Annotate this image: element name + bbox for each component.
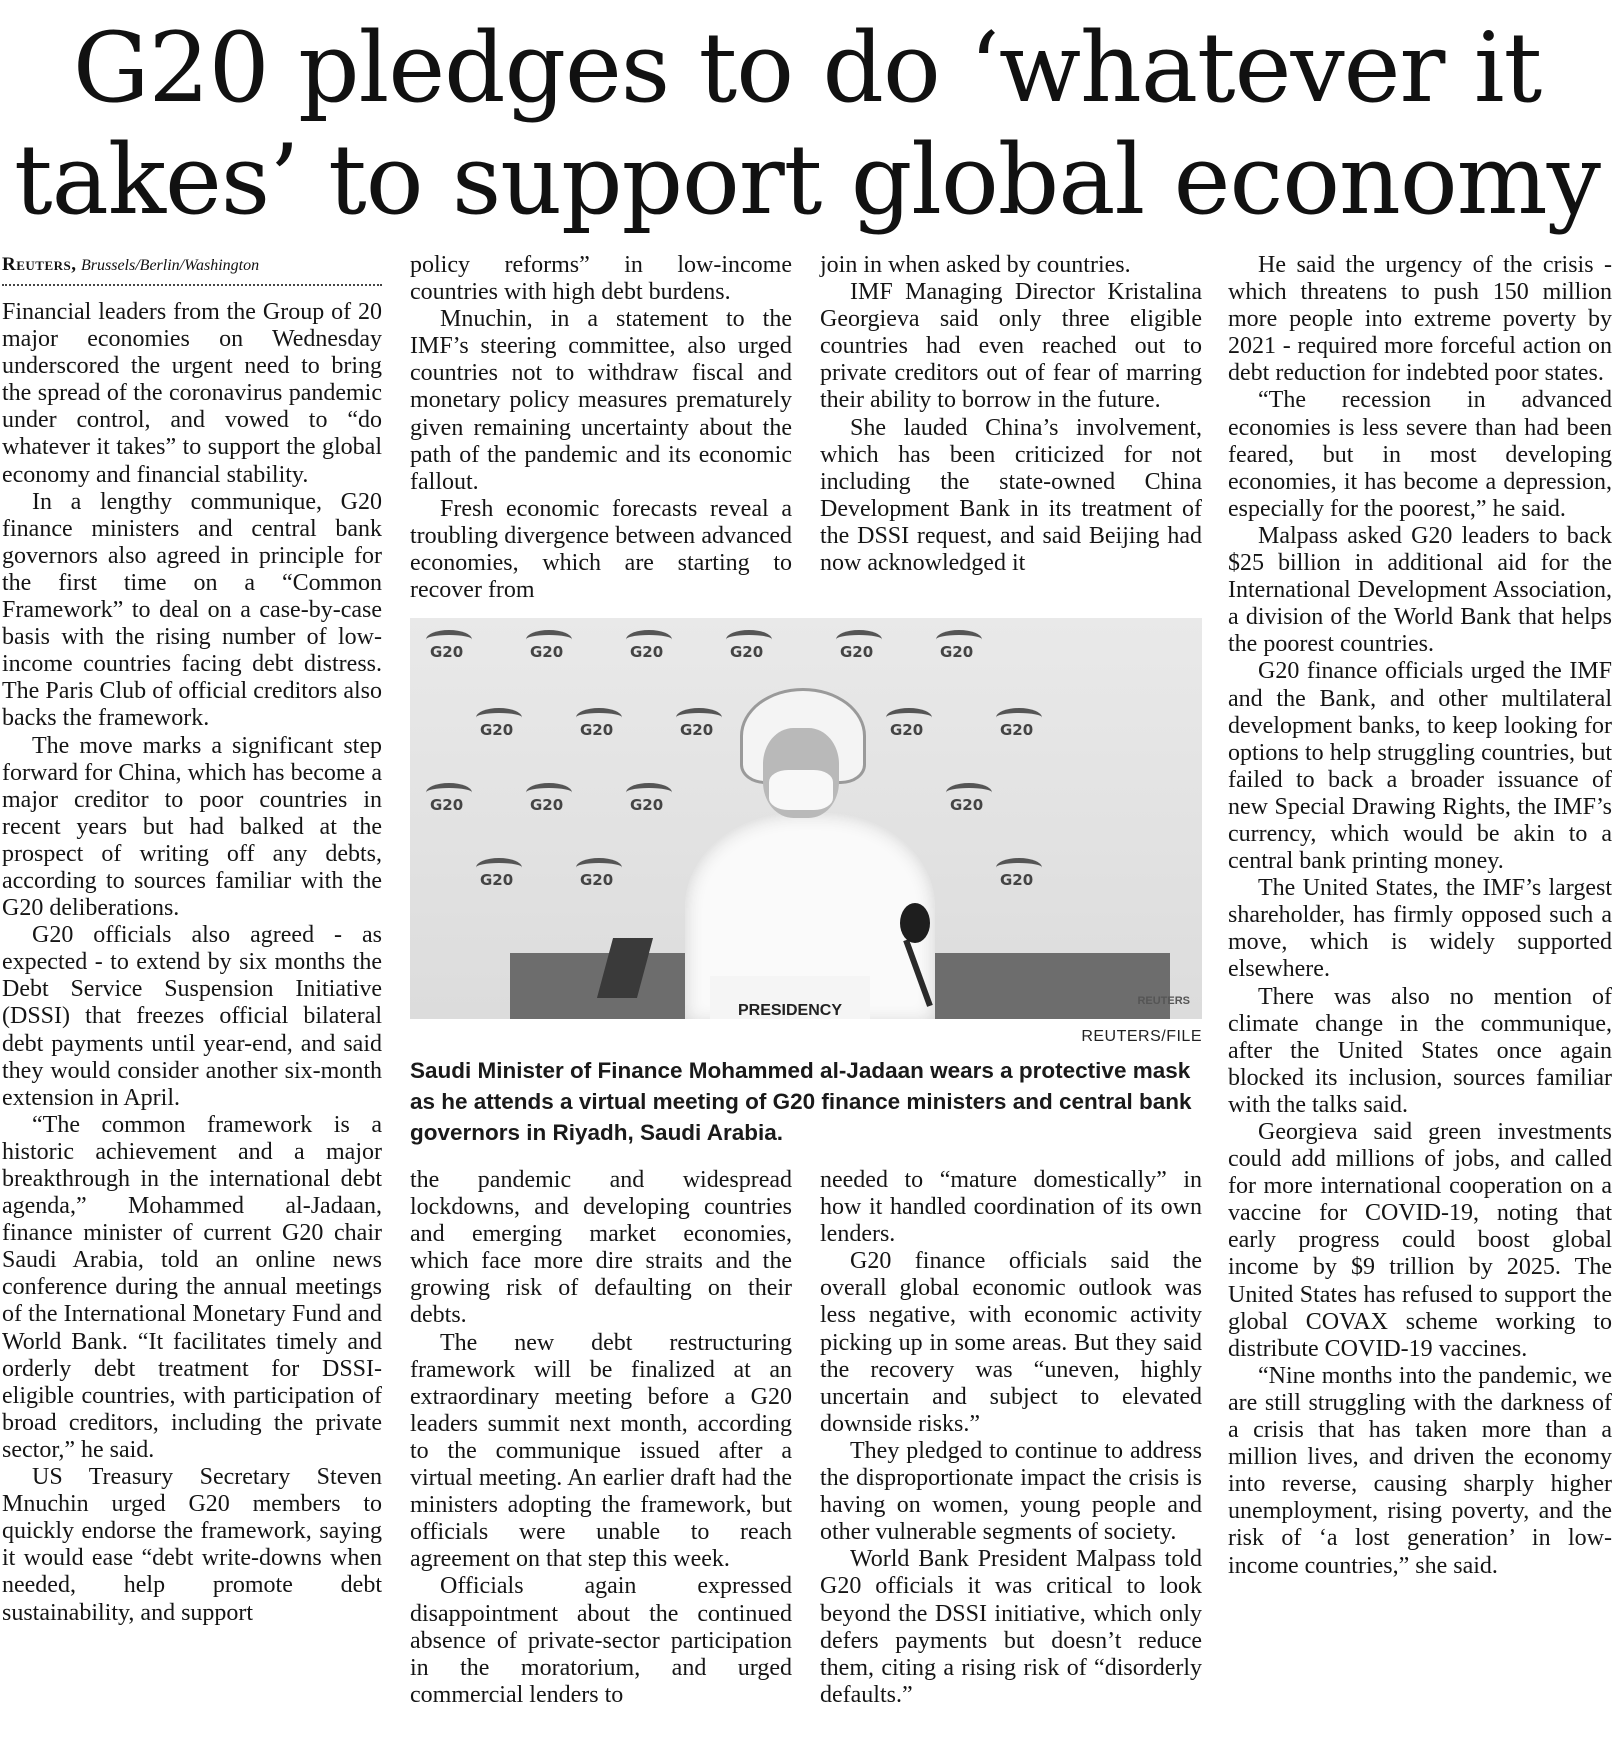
byline [2, 254, 382, 286]
paragraph: She lauded China’s involvement, which has been criticized for not including the state-owned China Development Bank in its treatment of the DSSI request, and said Beijing had now acknowledged it [820, 414, 1202, 577]
photo-caption: Saudi Minister of Finance Mohammed al-Jadaan wears a protective mask as he attends a virtual meeting of G20 finance ministers and central bank governors in Riyadh, Saudi Arabia. [410, 1058, 1192, 1145]
paragraph: Georgieva said green investments could add millions of jobs, and called for more international cooperation on a vaccine for COVID-19, noting that early progress could boost global income by $9 trillion by 2025. The United States has refused to support the global COVAX scheme working to distribute COVID-19 vaccines. [1228, 1119, 1612, 1362]
column-3-bottom [820, 1167, 1202, 1709]
g20-logo: G20 [990, 708, 1048, 742]
paragraph: World Bank President Malpass told G20 officials it was critical to look beyond the DSSI initiative, which only defers payments but doesn’t reduce them, citing a rising risk of “disorderly defaults.” [820, 1546, 1202, 1708]
g20-logo: G20 [520, 783, 578, 817]
photo-watermark: REUTERS [1137, 995, 1190, 1007]
g20-logo: G20 [620, 630, 678, 664]
paragraph: Fresh economic forecasts reveal a troubling divergence between advanced economies, which are starting to recover from [410, 495, 792, 604]
minister-figure [685, 688, 935, 1019]
paragraph: IMF Managing Director Kristalina Georgieva said only three eligible countries had even reached out to private creditors out of fear of marring their ability to borrow in the future. [820, 279, 1202, 414]
microphone [900, 903, 930, 943]
g20-logo: G20 [470, 708, 528, 742]
paragraph: They pledged to continue to address the disproportionate impact the crisis is having on women, young people and other vulnerable segments of society. [820, 1437, 1202, 1546]
paragraph: “The common framework is a historic achievement and a major breakthrough in the international debt agenda,” Mohammed al-Jadaan, finance minister of current G20 chair Saudi Arabia, told an online news conference during the annual meetings of the International Monetary Fund and World Bank. “It facilitates timely and orderly debt treatment for DSSI-eligible countries, with participation of broad creditors, including the private sector,” he said. [2, 1111, 382, 1463]
column-1 [2, 299, 382, 1627]
paragraph: Financial leaders from the Group of 20 major economies on Wednesday underscored the urgent need to bring the spread of the coronavirus pandemic under control, and vowed to “do whatever it takes” to support the global economy and financial stability. [2, 299, 382, 488]
news-photo [410, 618, 1202, 1019]
paragraph: He said the urgency of the crisis - which threatens to push 150 million more people into extreme poverty by 2021 - required more forceful action on debt reduction for indebted poor states. [1228, 252, 1612, 387]
paragraph: The move marks a significant step forward for China, which has become a major creditor to poor countries in recent years but had balked at the prospect of writing off any debts, according to sources familiar with the G20 deliberations. [2, 732, 382, 922]
g20-logo: G20 [570, 858, 628, 892]
paragraph: G20 finance officials said the overall global economic outlook was less negative, with economic activity picking up in some areas. But they said the recovery was “uneven, highly uncertain and subject to elevated downside risks.” [820, 1248, 1202, 1437]
paragraph: US Treasury Secretary Steven Mnuchin urged G20 members to quickly endorse the framework, saying it would ease “debt write-downs when needed, help promote debt sustainability, and support [2, 1464, 382, 1626]
g20-logo: G20 [930, 630, 988, 664]
column-2-top [410, 252, 792, 604]
paragraph: G20 officials also agreed - as expected - to extend by six months the Debt Service Suspension Initiative (DSSI) that freezes official bilateral debt payments until year-end, and said they would consider another six-month extension in April. [2, 922, 382, 1111]
paragraph: Mnuchin, in a statement to the IMF’s steering committee, also urged countries not to withdraw fiscal and monetary policy measures prematurely given remaining uncertainty about the path of the pandemic and its economic fallout. [410, 306, 792, 495]
photo-credit: REUTERS/FILE [1081, 1028, 1202, 1045]
paragraph: the pandemic and widespread lockdowns, and developing countries and emerging market economies, which face more dire straits and the growing risk of defaulting on their debts. [410, 1167, 792, 1329]
g20-logo: G20 [720, 630, 778, 664]
paragraph: There was also no mention of climate change in the communique, after the United States once again blocked its inclusion, sources familiar with the talks said. [1228, 983, 1612, 1118]
g20-logo: G20 [420, 783, 478, 817]
g20-logo: G20 [570, 708, 628, 742]
paragraph: The United States, the IMF’s largest shareholder, has firmly opposed such a move, which is widely supported elsewhere. [1228, 875, 1612, 983]
g20-logo: G20 [520, 630, 578, 664]
paragraph: “Nine months into the pandemic, we are still struggling with the darkness of a crisis that has taken more than a million lives, and driven the economy into reverse, causing sharply higher unemployment, rising poverty, and the risk of ‘a lost generation’ in low-income countries,” she said. [1228, 1362, 1612, 1579]
g20-logo: G20 [470, 858, 528, 892]
paragraph: The new debt restructuring framework will be finalized at an extraordinary meeting before a G20 leaders summit next month, according to the communique issued after a virtual meeting. An earlier draft had the ministers adopting the framework, but officials were unable to reach agreement on that step this week. [410, 1329, 792, 1573]
column-2-bottom [410, 1167, 792, 1709]
g20-logo: G20 [420, 630, 478, 664]
paragraph: Malpass asked G20 leaders to back $25 billion in additional aid for the International Development Association, a division of the World Bank that helps the poorest countries. [1228, 522, 1612, 658]
g20-logo: G20 [830, 630, 888, 664]
paragraph: join in when asked by countries. [820, 252, 1131, 278]
g20-logo: G20 [990, 858, 1048, 892]
g20-logo: G20 [940, 783, 998, 817]
g20-logo: G20 [880, 708, 938, 742]
byline-agency: Reuters, [2, 254, 77, 275]
paragraph: “The recession in advanced economies is less severe than had been feared, but in most developing economies, it has become a depression, especially for the poorest,” he said. [1228, 387, 1612, 522]
paragraph: In a lengthy communique, G20 finance ministers and central bank governors also agreed in principle for the first time on a “Common Framework” to deal on a case-by-case basis with the rising number of low-income countries facing debt distress. The Paris Club of official creditors also backs the framework. [2, 488, 382, 732]
paragraph: needed to “mature domestically” in how it handled coordination of its own lenders. [820, 1167, 1202, 1248]
column-4 [1228, 252, 1612, 1580]
headline: G20 pledges to do ‘whatever it takes’ to support global economy [14, 12, 1600, 236]
paragraph: policy reforms” in low-income countries with high debt burdens. [410, 252, 792, 306]
g20-logo: G20 [670, 708, 728, 742]
g20-logo: G20 [620, 783, 678, 817]
paragraph: G20 finance officials urged the IMF and the Bank, and other multilateral development banks, to keep looking for options to help struggling countries, but failed to back a broader issuance of new Special Drawing Rights, the IMF’s currency, which would be akin to a central bank printing money. [1228, 658, 1612, 875]
paragraph: Officials again expressed disappointment about the continued absence of private-sector participation in the moratorium, and urged commercial lenders to [410, 1573, 792, 1708]
nameplate: PRESIDENCY [710, 976, 870, 1019]
byline-location: Brussels/Berlin/Washington [81, 257, 260, 274]
column-3-top [820, 252, 1202, 577]
